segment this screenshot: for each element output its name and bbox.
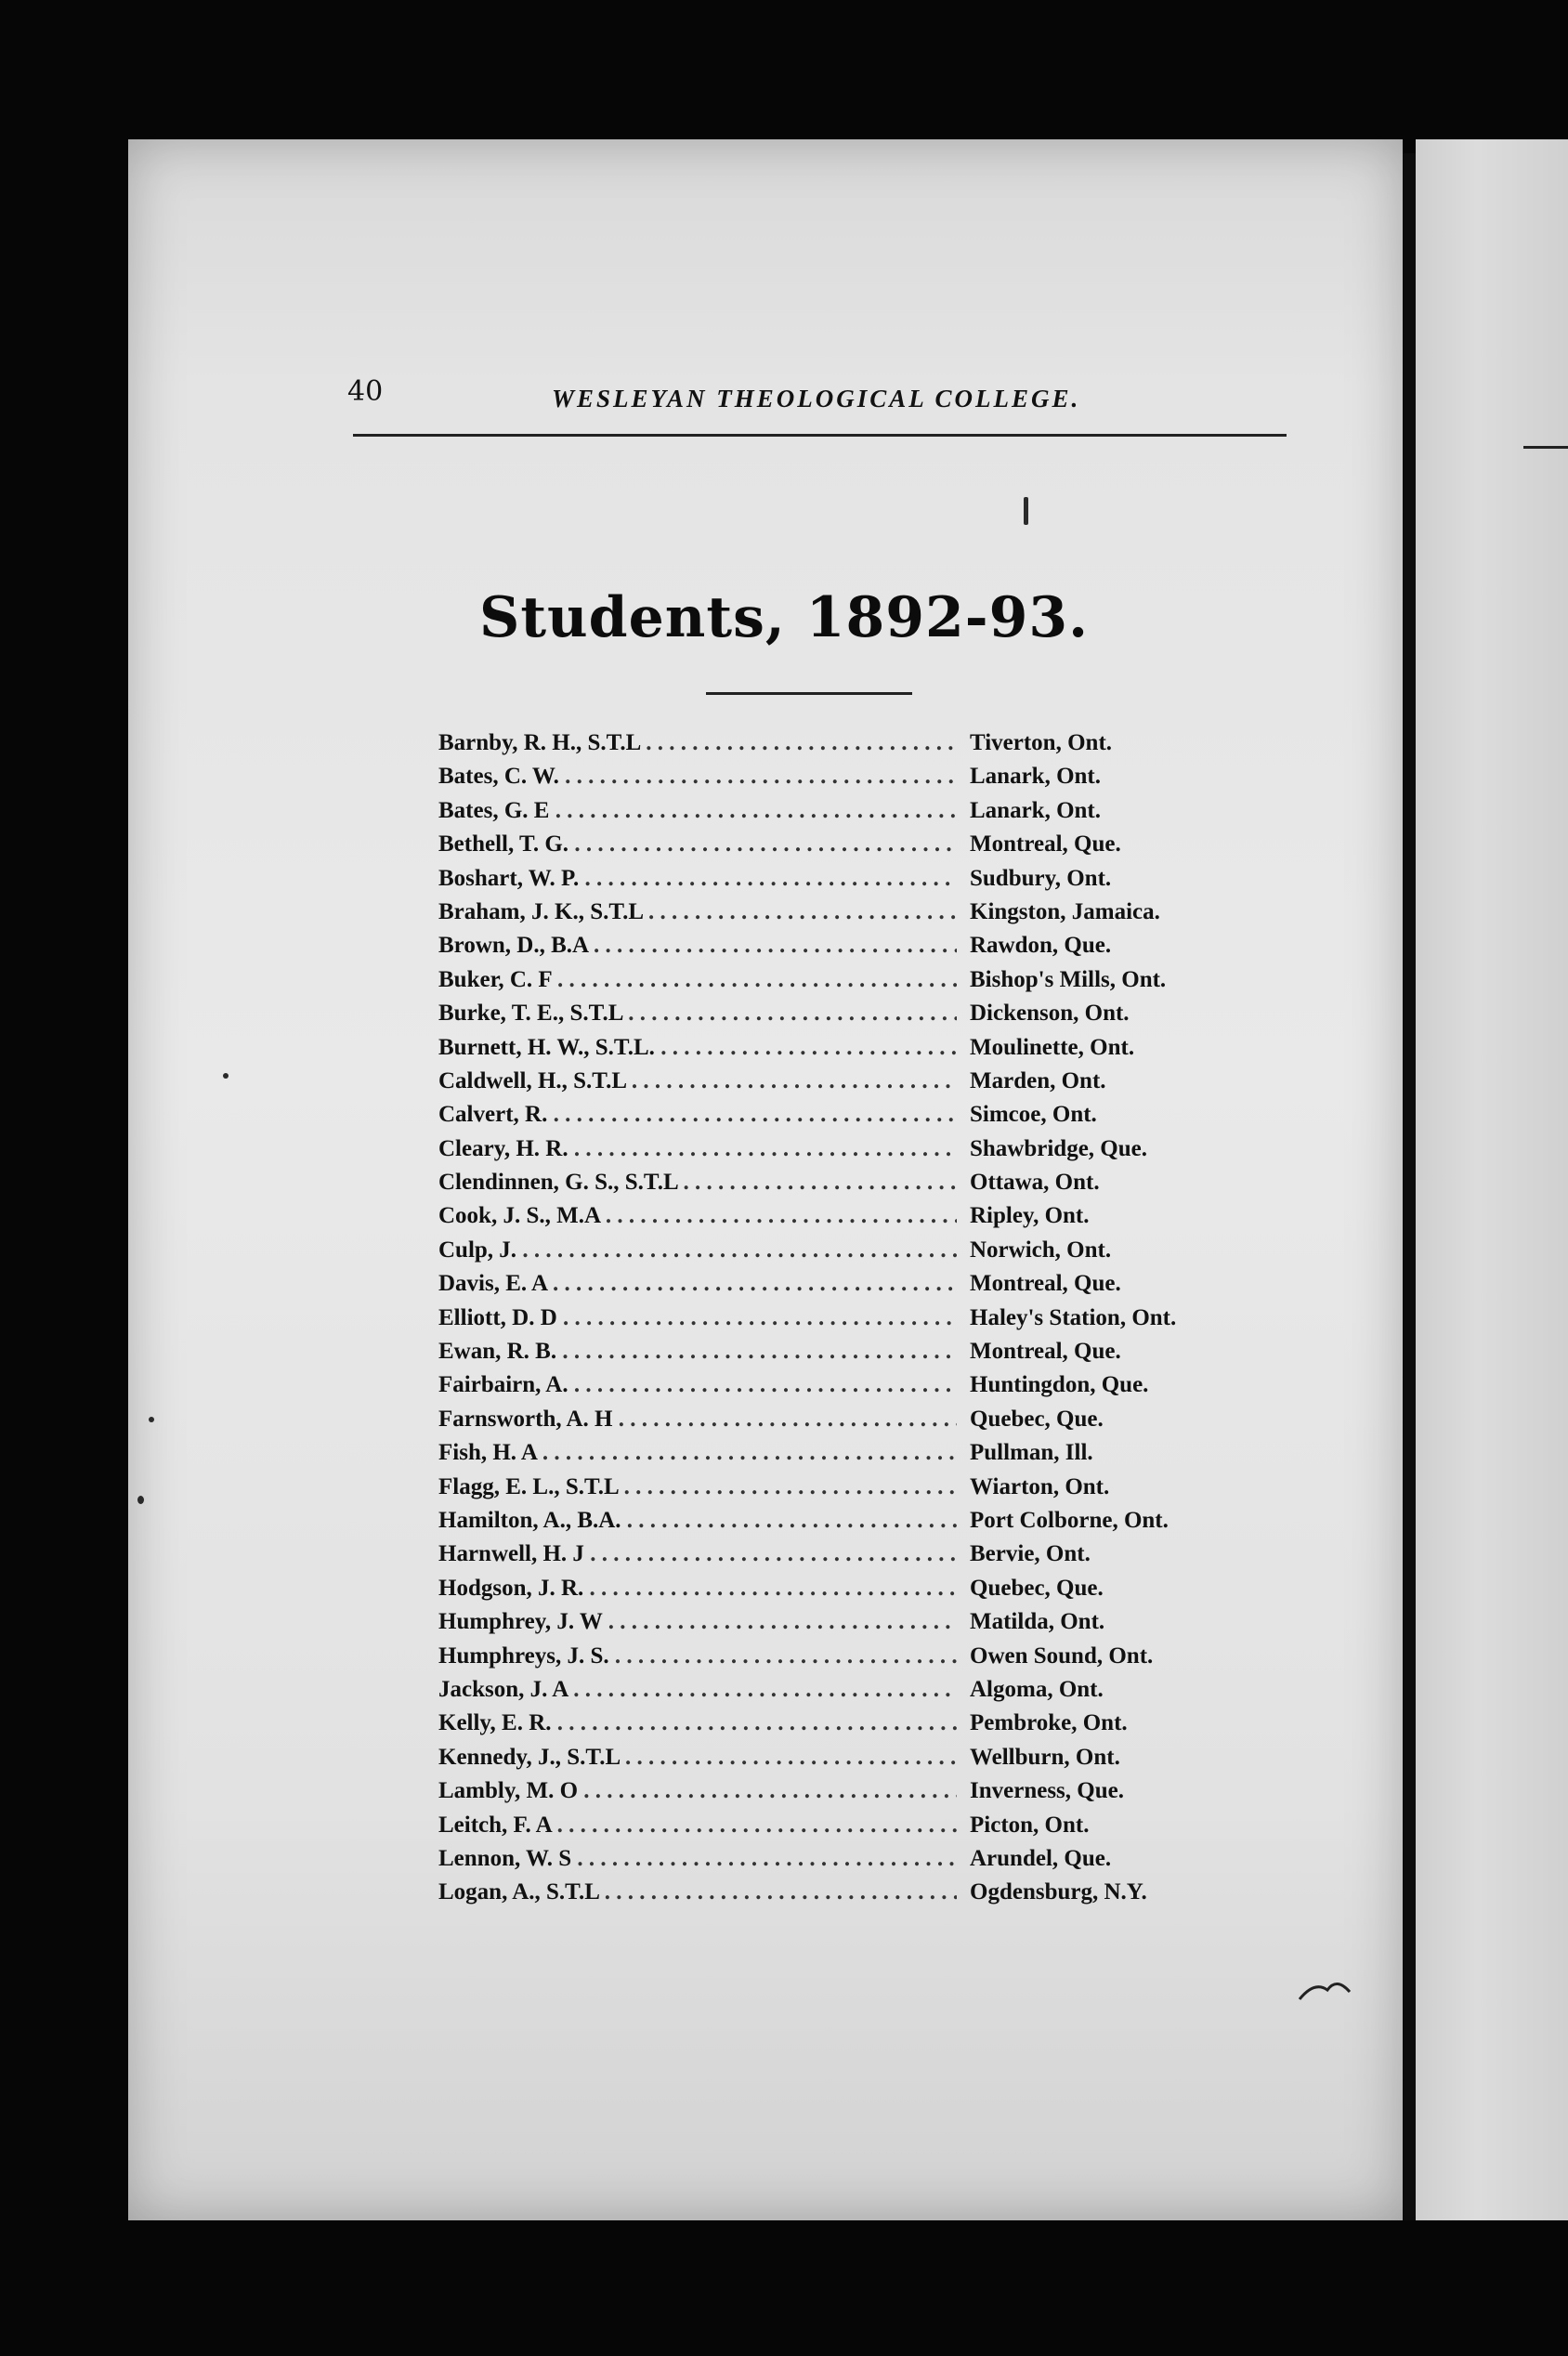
student-entry xyxy=(438,1372,1256,1406)
section-title: Students, 1892-93. xyxy=(479,585,1089,650)
student-name: Clendinnen, G. S., S.T.L . . . xyxy=(438,1170,957,1196)
student-name: Fish, H. A . . . xyxy=(438,1440,957,1466)
speck-mark xyxy=(223,1073,229,1079)
student-name: Leitch, F. A . . . xyxy=(438,1813,957,1839)
binding-gutter xyxy=(1403,153,1416,2220)
student-name: Logan, A., S.T.L . . . xyxy=(438,1879,957,1905)
student-entry xyxy=(438,1813,1256,1846)
student-entry xyxy=(438,1102,1256,1135)
student-name: Culp, J. . . . xyxy=(438,1237,957,1263)
student-name: Buker, C. F . . . xyxy=(438,967,957,993)
student-name: Humphreys, J. S. . . . xyxy=(438,1643,957,1669)
student-entry xyxy=(438,1271,1256,1304)
student-name: Calvert, R. . . . xyxy=(438,1102,957,1128)
student-hometown: Quebec, Que. xyxy=(970,1406,1104,1432)
student-name: Kelly, E. R. . . . xyxy=(438,1710,957,1736)
student-name: Bates, C. W. . . . xyxy=(438,764,957,790)
student-entry xyxy=(438,730,1256,764)
student-hometown: Bervie, Ont. xyxy=(970,1541,1091,1567)
student-name: Lambly, M. O . . . xyxy=(438,1778,957,1804)
student-hometown: Matilda, Ont. xyxy=(970,1609,1105,1635)
student-entry xyxy=(438,798,1256,831)
student-entry xyxy=(438,1136,1256,1170)
student-name: Burke, T. E., S.T.L . . . xyxy=(438,1001,957,1027)
student-hometown: Sudbury, Ont. xyxy=(970,865,1112,891)
page-number: 40 xyxy=(347,375,384,408)
student-name: Fairbairn, A. . . . xyxy=(438,1372,957,1398)
student-name: Caldwell, H., S.T.L . . . xyxy=(438,1068,957,1094)
student-entry xyxy=(438,967,1256,1001)
student-hometown: Lanark, Ont. xyxy=(970,797,1102,823)
student-entry xyxy=(438,899,1256,933)
title-rule xyxy=(706,692,912,695)
header-rule xyxy=(353,434,1287,437)
student-hometown: Ripley, Ont. xyxy=(970,1203,1090,1229)
student-entry xyxy=(438,1710,1256,1744)
student-hometown: Pullman, Ill. xyxy=(970,1440,1093,1466)
speck-mark xyxy=(1024,497,1028,525)
student-entry xyxy=(438,866,1256,899)
student-hometown: Pembroke, Ont. xyxy=(970,1710,1128,1736)
student-name: Barnby, R. H., S.T.L . . . xyxy=(438,730,957,756)
student-hometown: Marden, Ont. xyxy=(970,1067,1106,1093)
student-entry xyxy=(438,1170,1256,1203)
student-hometown: Montreal, Que. xyxy=(970,1271,1121,1297)
student-hometown: Quebec, Que. xyxy=(970,1575,1104,1601)
student-name: Hamilton, A., B.A. . . . xyxy=(438,1508,957,1534)
student-hometown: Haley's Station, Ont. xyxy=(970,1304,1177,1330)
student-hometown: Norwich, Ont. xyxy=(970,1237,1112,1263)
student-entry xyxy=(438,1677,1256,1710)
student-entry xyxy=(438,933,1256,966)
student-hometown: Montreal, Que. xyxy=(970,1339,1121,1365)
student-name: Braham, J. K., S.T.L . . . xyxy=(438,899,957,925)
student-entry xyxy=(438,1305,1256,1339)
student-hometown: Simcoe, Ont. xyxy=(970,1102,1097,1128)
pencil-mark xyxy=(1296,1970,1361,2007)
student-hometown: Montreal, Que. xyxy=(970,831,1121,857)
student-entry xyxy=(438,1001,1256,1034)
student-name: Bethell, T. G. . . . xyxy=(438,831,957,857)
student-name: Lennon, W. S . . . xyxy=(438,1846,957,1872)
student-name: Kennedy, J., S.T.L . . . xyxy=(438,1745,957,1771)
student-entry xyxy=(438,1068,1256,1102)
student-entry xyxy=(438,764,1256,797)
running-header xyxy=(347,372,1286,420)
facing-page-rule xyxy=(1523,446,1568,449)
student-entry xyxy=(438,1035,1256,1068)
student-name: Harnwell, H. J . . . xyxy=(438,1541,957,1567)
student-hometown: Picton, Ont. xyxy=(970,1812,1090,1838)
student-hometown: Ogdensburg, N.Y. xyxy=(970,1879,1147,1905)
student-hometown: Port Colborne, Ont. xyxy=(970,1507,1169,1533)
student-hometown: Ottawa, Ont. xyxy=(970,1170,1100,1196)
student-hometown: Shawbridge, Que. xyxy=(970,1135,1148,1161)
student-hometown: Tiverton, Ont. xyxy=(970,730,1113,755)
student-hometown: Rawdon, Que. xyxy=(970,933,1112,959)
student-entry xyxy=(438,1643,1256,1677)
student-entry xyxy=(438,1576,1256,1609)
student-name: Ewan, R. B. . . . xyxy=(438,1339,957,1365)
student-hometown: Bishop's Mills, Ont. xyxy=(970,966,1167,992)
student-hometown: Dickenson, Ont. xyxy=(970,1001,1130,1027)
student-entry xyxy=(438,831,1256,865)
student-hometown: Moulinette, Ont. xyxy=(970,1034,1135,1060)
student-name: Hodgson, J. R. . . . xyxy=(438,1576,957,1602)
student-name: Cleary, H. R. . . . xyxy=(438,1136,957,1162)
student-name: Farnsworth, A. H . . . xyxy=(438,1407,957,1433)
student-hometown: Lanark, Ont. xyxy=(970,764,1102,790)
student-entry xyxy=(438,1745,1256,1778)
student-entry xyxy=(438,1846,1256,1879)
student-name: Boshart, W. P. . . . xyxy=(438,866,957,892)
student-entry xyxy=(438,1609,1256,1643)
student-name: Davis, E. A . . . xyxy=(438,1271,957,1297)
speck-mark xyxy=(137,1496,144,1504)
student-hometown: Owen Sound, Ont. xyxy=(970,1643,1154,1669)
student-hometown: Algoma, Ont. xyxy=(970,1676,1104,1702)
student-entry xyxy=(438,1541,1256,1575)
student-hometown: Kingston, Jamaica. xyxy=(970,898,1160,924)
student-entry xyxy=(438,1203,1256,1237)
student-roster xyxy=(438,730,1256,1914)
student-name: Cook, J. S., M.A . . . xyxy=(438,1203,957,1229)
speck-mark xyxy=(149,1417,154,1422)
student-entry xyxy=(438,1474,1256,1508)
student-hometown: Wiarton, Ont. xyxy=(970,1473,1110,1499)
student-entry xyxy=(438,1237,1256,1271)
student-hometown: Wellburn, Ont. xyxy=(970,1744,1120,1770)
student-name: Jackson, J. A . . . xyxy=(438,1677,957,1703)
student-name: Flagg, E. L., S.T.L . . . xyxy=(438,1474,957,1500)
student-entry xyxy=(438,1440,1256,1473)
student-entry xyxy=(438,1778,1256,1812)
running-title: WESLEYAN THEOLOGICAL COLLEGE. xyxy=(552,385,1081,412)
student-name: Bates, G. E . . . xyxy=(438,798,957,824)
student-entry xyxy=(438,1879,1256,1913)
student-hometown: Inverness, Que. xyxy=(970,1778,1124,1804)
student-name: Brown, D., B.A . . . xyxy=(438,933,957,959)
student-hometown: Arundel, Que. xyxy=(970,1845,1112,1871)
student-entry xyxy=(438,1508,1256,1541)
student-name: Burnett, H. W., S.T.L. . . . xyxy=(438,1035,957,1061)
student-name: Elliott, D. D . . . xyxy=(438,1305,957,1331)
facing-page-edge xyxy=(1416,139,1568,2220)
student-name: Humphrey, J. W . . . xyxy=(438,1609,957,1635)
student-entry xyxy=(438,1407,1256,1440)
student-entry xyxy=(438,1339,1256,1372)
student-hometown: Huntingdon, Que. xyxy=(970,1372,1149,1398)
